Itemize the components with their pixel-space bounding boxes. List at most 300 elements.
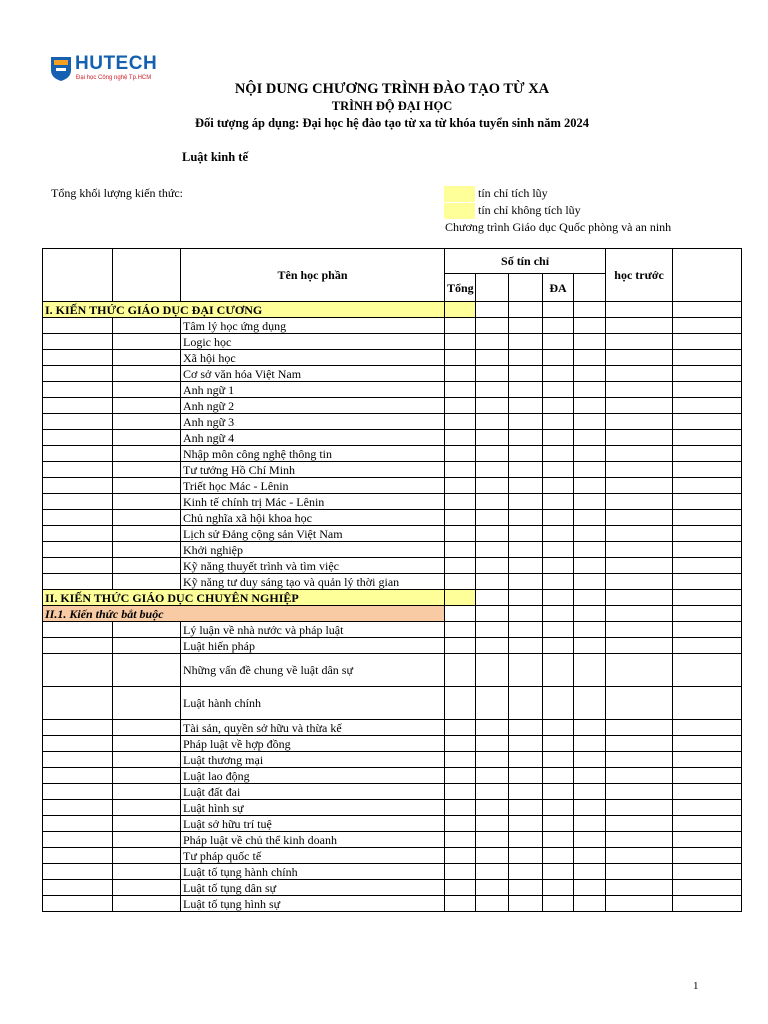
header-prerequisite: học trước <box>606 249 673 302</box>
empty-cell <box>476 350 509 366</box>
empty-cell <box>574 542 606 558</box>
empty-cell <box>43 687 113 720</box>
course-row <box>43 574 742 590</box>
header-course-name: Tên học phần <box>181 249 445 302</box>
empty-cell <box>113 414 181 430</box>
empty-cell <box>43 896 113 912</box>
empty-cell <box>509 446 543 462</box>
course-name: Anh ngữ 4 <box>181 430 445 446</box>
empty-cell <box>574 382 606 398</box>
empty-cell <box>113 864 181 880</box>
course-name: Anh ngữ 2 <box>181 398 445 414</box>
empty-cell <box>43 574 113 590</box>
empty-cell <box>43 800 113 816</box>
course-name: Khởi nghiệp <box>181 542 445 558</box>
empty-cell <box>509 880 543 896</box>
empty-cell <box>113 800 181 816</box>
empty-cell <box>543 654 574 687</box>
course-name: Luật đất đai <box>181 784 445 800</box>
empty-cell <box>543 350 574 366</box>
empty-cell <box>543 510 574 526</box>
empty-cell <box>509 736 543 752</box>
empty-cell <box>606 334 673 350</box>
empty-cell <box>445 622 476 638</box>
course-name: Pháp luật về hợp đồng <box>181 736 445 752</box>
empty-cell <box>476 430 509 446</box>
empty-cell <box>476 414 509 430</box>
shield-logo-icon <box>50 56 72 82</box>
empty-cell <box>673 606 742 622</box>
empty-cell <box>574 816 606 832</box>
course-name: Anh ngữ 3 <box>181 414 445 430</box>
course-name: Tài sản, quyền sở hữu và thừa kế <box>181 720 445 736</box>
major-name: Luật kinh tế <box>182 150 248 164</box>
empty-cell <box>574 510 606 526</box>
empty-cell <box>673 558 742 574</box>
empty-cell <box>574 302 606 318</box>
empty-cell <box>476 366 509 382</box>
cumulative-credits-box <box>444 186 475 202</box>
empty-cell <box>673 800 742 816</box>
empty-cell <box>543 896 574 912</box>
applies-to: Đối tượng áp dụng: Đại học hệ đào tạo từ xa từ khóa tuyển sinh năm 2024 <box>194 116 590 130</box>
course-name: Luật lao động <box>181 768 445 784</box>
empty-cell <box>43 478 113 494</box>
course-row <box>43 638 742 654</box>
empty-cell <box>113 622 181 638</box>
empty-cell <box>543 302 574 318</box>
course-row <box>43 462 742 478</box>
empty-cell <box>543 880 574 896</box>
empty-cell <box>509 720 543 736</box>
empty-cell <box>43 414 113 430</box>
empty-cell <box>113 510 181 526</box>
course-row <box>43 687 742 720</box>
empty-cell <box>509 848 543 864</box>
section-row <box>43 590 742 606</box>
empty-cell <box>543 768 574 784</box>
empty-cell <box>543 414 574 430</box>
empty-cell <box>606 462 673 478</box>
course-row <box>43 526 742 542</box>
empty-cell <box>43 446 113 462</box>
empty-cell <box>445 654 476 687</box>
empty-cell <box>445 638 476 654</box>
empty-cell <box>476 510 509 526</box>
empty-cell <box>543 784 574 800</box>
empty-cell <box>606 848 673 864</box>
empty-cell <box>43 832 113 848</box>
empty-cell <box>445 736 476 752</box>
course-row <box>43 736 742 752</box>
empty-cell <box>509 542 543 558</box>
empty-cell <box>113 638 181 654</box>
empty-cell <box>606 510 673 526</box>
empty-cell <box>476 752 509 768</box>
empty-cell <box>574 638 606 654</box>
empty-cell <box>445 687 476 720</box>
empty-cell <box>509 318 543 334</box>
empty-cell <box>509 414 543 430</box>
empty-cell <box>673 880 742 896</box>
empty-cell <box>673 590 742 606</box>
empty-cell <box>574 848 606 864</box>
empty-cell <box>606 800 673 816</box>
empty-cell <box>113 446 181 462</box>
empty-cell <box>673 896 742 912</box>
empty-cell <box>543 430 574 446</box>
empty-cell <box>606 350 673 366</box>
empty-cell <box>43 398 113 414</box>
empty-cell <box>543 864 574 880</box>
document-title: NỘI DUNG CHƯƠNG TRÌNH ĐÀO TẠO TỪ XA <box>234 81 550 97</box>
course-row <box>43 398 742 414</box>
course-name: Luật sở hữu trí tuệ <box>181 816 445 832</box>
empty-cell <box>606 430 673 446</box>
empty-cell <box>445 510 476 526</box>
empty-cell <box>43 654 113 687</box>
empty-cell <box>509 350 543 366</box>
empty-cell <box>113 880 181 896</box>
empty-cell <box>509 800 543 816</box>
course-row <box>43 558 742 574</box>
empty-cell <box>113 318 181 334</box>
empty-cell <box>606 414 673 430</box>
empty-cell <box>606 720 673 736</box>
empty-cell <box>543 318 574 334</box>
empty-cell <box>509 478 543 494</box>
course-name: Logic học <box>181 334 445 350</box>
empty-cell <box>509 752 543 768</box>
empty-cell <box>476 526 509 542</box>
empty-cell <box>476 478 509 494</box>
empty-cell <box>574 462 606 478</box>
empty-cell <box>445 334 476 350</box>
empty-cell <box>43 462 113 478</box>
page-number: 1 <box>693 980 699 992</box>
empty-cell <box>543 638 574 654</box>
empty-cell <box>606 752 673 768</box>
header-cell-empty <box>673 249 742 302</box>
course-row <box>43 446 742 462</box>
empty-cell <box>543 462 574 478</box>
empty-cell <box>606 687 673 720</box>
empty-cell <box>445 720 476 736</box>
empty-cell <box>543 622 574 638</box>
empty-cell <box>673 687 742 720</box>
empty-cell <box>113 768 181 784</box>
empty-cell <box>574 350 606 366</box>
empty-cell <box>543 687 574 720</box>
empty-cell <box>43 816 113 832</box>
logo-tagline: Đại học Công nghệ Tp.HCM <box>76 75 152 81</box>
logo-name: HUTECH <box>75 53 158 74</box>
total-credits-label: Tổng khối lượng kiến thức: <box>51 186 184 200</box>
empty-cell <box>445 494 476 510</box>
course-row <box>43 430 742 446</box>
course-row <box>43 896 742 912</box>
empty-cell <box>476 462 509 478</box>
empty-cell <box>476 768 509 784</box>
empty-cell <box>113 494 181 510</box>
empty-cell <box>445 752 476 768</box>
empty-cell <box>543 334 574 350</box>
empty-cell <box>43 526 113 542</box>
empty-cell <box>673 302 742 318</box>
empty-cell <box>543 736 574 752</box>
empty-cell <box>43 334 113 350</box>
section-title: I. KIẾN THỨC GIÁO DỤC ĐẠI CƯƠNG <box>43 302 445 318</box>
empty-cell <box>445 462 476 478</box>
empty-cell <box>509 366 543 382</box>
empty-cell <box>606 606 673 622</box>
empty-cell <box>113 350 181 366</box>
empty-cell <box>113 366 181 382</box>
empty-cell <box>673 848 742 864</box>
empty-cell <box>673 462 742 478</box>
course-name: Pháp luật về chủ thể kinh doanh <box>181 832 445 848</box>
section-total-cell <box>445 302 476 318</box>
empty-cell <box>43 510 113 526</box>
empty-cell <box>673 494 742 510</box>
empty-cell <box>113 558 181 574</box>
empty-cell <box>673 350 742 366</box>
empty-cell <box>606 736 673 752</box>
course-row <box>43 768 742 784</box>
empty-cell <box>445 478 476 494</box>
course-row <box>43 350 742 366</box>
empty-cell <box>574 654 606 687</box>
course-name: Tư tưởng Hồ Chí Minh <box>181 462 445 478</box>
empty-cell <box>543 816 574 832</box>
course-row <box>43 720 742 736</box>
course-name: Tâm lý học ứng dụng <box>181 318 445 334</box>
course-name: Luật tố tụng dân sự <box>181 880 445 896</box>
empty-cell <box>476 606 509 622</box>
empty-cell <box>574 446 606 462</box>
empty-cell <box>43 382 113 398</box>
empty-cell <box>445 832 476 848</box>
empty-cell <box>543 446 574 462</box>
empty-cell <box>509 302 543 318</box>
empty-cell <box>574 752 606 768</box>
course-name: Cơ sở văn hóa Việt Nam <box>181 366 445 382</box>
empty-cell <box>606 832 673 848</box>
empty-cell <box>673 768 742 784</box>
empty-cell <box>574 896 606 912</box>
empty-cell <box>543 494 574 510</box>
empty-cell <box>43 542 113 558</box>
empty-cell <box>113 896 181 912</box>
cumulative-credits-label: tín chỉ tích lũy <box>478 186 548 200</box>
empty-cell <box>509 638 543 654</box>
empty-cell <box>445 382 476 398</box>
course-table <box>42 248 742 912</box>
empty-cell <box>574 494 606 510</box>
empty-cell <box>673 526 742 542</box>
empty-cell <box>476 494 509 510</box>
course-name: Những vấn đề chung về luật dân sự <box>181 654 445 687</box>
empty-cell <box>673 414 742 430</box>
empty-cell <box>43 864 113 880</box>
empty-cell <box>445 574 476 590</box>
course-name: Luật thương mại <box>181 752 445 768</box>
empty-cell <box>509 382 543 398</box>
empty-cell <box>113 736 181 752</box>
header-total: Tổng <box>445 274 476 302</box>
empty-cell <box>509 398 543 414</box>
empty-cell <box>574 864 606 880</box>
empty-cell <box>606 318 673 334</box>
empty-cell <box>606 542 673 558</box>
empty-cell <box>574 398 606 414</box>
empty-cell <box>43 558 113 574</box>
empty-cell <box>673 638 742 654</box>
header-cell-empty <box>113 249 181 302</box>
course-row <box>43 478 742 494</box>
empty-cell <box>445 318 476 334</box>
empty-cell <box>543 832 574 848</box>
empty-cell <box>543 478 574 494</box>
course-row <box>43 494 742 510</box>
empty-cell <box>574 590 606 606</box>
education-level: TRÌNH ĐỘ ĐẠI HỌC <box>331 99 453 113</box>
empty-cell <box>673 832 742 848</box>
section-title: II.1. Kiến thức bắt buộc <box>43 606 445 622</box>
empty-cell <box>673 366 742 382</box>
empty-cell <box>673 510 742 526</box>
empty-cell <box>476 318 509 334</box>
empty-cell <box>476 654 509 687</box>
empty-cell <box>509 462 543 478</box>
empty-cell <box>673 574 742 590</box>
empty-cell <box>476 302 509 318</box>
course-row <box>43 816 742 832</box>
empty-cell <box>445 558 476 574</box>
empty-cell <box>476 816 509 832</box>
empty-cell <box>574 622 606 638</box>
empty-cell <box>445 398 476 414</box>
empty-cell <box>445 526 476 542</box>
course-row <box>43 334 742 350</box>
empty-cell <box>43 622 113 638</box>
course-name: Anh ngữ 1 <box>181 382 445 398</box>
empty-cell <box>445 606 476 622</box>
empty-cell <box>574 318 606 334</box>
empty-cell <box>445 816 476 832</box>
empty-cell <box>673 622 742 638</box>
empty-cell <box>113 478 181 494</box>
empty-cell <box>113 526 181 542</box>
header-credits-group: Số tín chỉ <box>445 249 606 274</box>
empty-cell <box>673 654 742 687</box>
empty-cell <box>509 896 543 912</box>
empty-cell <box>445 446 476 462</box>
empty-cell <box>574 430 606 446</box>
empty-cell <box>113 398 181 414</box>
empty-cell <box>476 446 509 462</box>
empty-cell <box>606 880 673 896</box>
empty-cell <box>445 784 476 800</box>
empty-cell <box>574 768 606 784</box>
empty-cell <box>476 542 509 558</box>
empty-cell <box>673 318 742 334</box>
empty-cell <box>574 574 606 590</box>
non-cumulative-credits-label: tín chỉ không tích lũy <box>478 203 581 217</box>
course-row <box>43 622 742 638</box>
header-cell-empty <box>574 274 606 302</box>
empty-cell <box>113 430 181 446</box>
empty-cell <box>509 606 543 622</box>
empty-cell <box>574 736 606 752</box>
course-name: Triết học Mác - Lênin <box>181 478 445 494</box>
course-row <box>43 832 742 848</box>
empty-cell <box>606 622 673 638</box>
empty-cell <box>476 736 509 752</box>
empty-cell <box>574 784 606 800</box>
course-row <box>43 654 742 687</box>
empty-cell <box>445 542 476 558</box>
empty-cell <box>606 302 673 318</box>
empty-cell <box>673 720 742 736</box>
course-name: Luật hành chính <box>181 687 445 720</box>
empty-cell <box>113 848 181 864</box>
empty-cell <box>574 366 606 382</box>
empty-cell <box>606 494 673 510</box>
empty-cell <box>509 832 543 848</box>
empty-cell <box>574 832 606 848</box>
empty-cell <box>43 752 113 768</box>
course-row <box>43 382 742 398</box>
empty-cell <box>509 558 543 574</box>
empty-cell <box>606 398 673 414</box>
empty-cell <box>606 864 673 880</box>
course-name: Lịch sử Đảng cộng sản Việt Nam <box>181 526 445 542</box>
course-row <box>43 848 742 864</box>
empty-cell <box>476 622 509 638</box>
empty-cell <box>113 574 181 590</box>
empty-cell <box>574 687 606 720</box>
empty-cell <box>509 430 543 446</box>
course-name: Luật tố tụng hình sự <box>181 896 445 912</box>
course-row <box>43 800 742 816</box>
empty-cell <box>476 638 509 654</box>
empty-cell <box>113 816 181 832</box>
section-row <box>43 606 742 622</box>
empty-cell <box>673 864 742 880</box>
empty-cell <box>543 574 574 590</box>
empty-cell <box>606 574 673 590</box>
empty-cell <box>113 687 181 720</box>
empty-cell <box>606 654 673 687</box>
header-cell-empty <box>43 249 113 302</box>
section-row <box>43 302 742 318</box>
section-total-cell <box>445 590 476 606</box>
empty-cell <box>543 526 574 542</box>
empty-cell <box>574 880 606 896</box>
course-name: Luật tố tụng hành chính <box>181 864 445 880</box>
empty-cell <box>43 768 113 784</box>
empty-cell <box>543 720 574 736</box>
empty-cell <box>606 558 673 574</box>
course-row <box>43 414 742 430</box>
empty-cell <box>606 446 673 462</box>
empty-cell <box>509 687 543 720</box>
course-row <box>43 864 742 880</box>
empty-cell <box>445 366 476 382</box>
course-row <box>43 784 742 800</box>
empty-cell <box>673 430 742 446</box>
